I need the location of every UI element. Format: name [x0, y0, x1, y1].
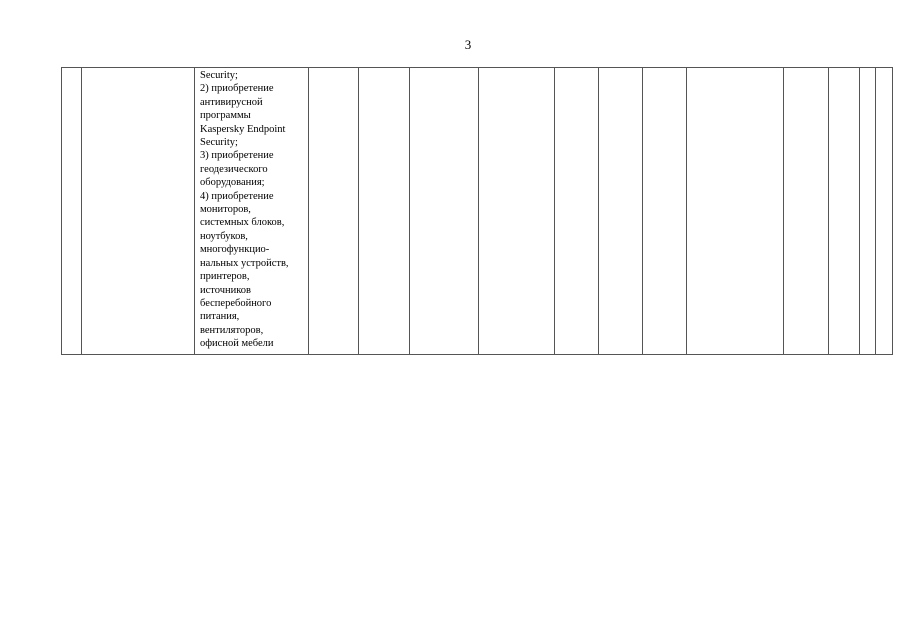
table-row — [62, 68, 893, 355]
table-cell — [876, 68, 893, 355]
page-number: 3 — [464, 37, 472, 52]
table-cell — [643, 68, 687, 355]
table-cell-index — [62, 68, 82, 355]
table-cell — [309, 68, 359, 355]
table-cell-name — [82, 68, 195, 355]
table-cell — [784, 68, 829, 355]
table-cell — [410, 68, 479, 355]
table-cell — [555, 68, 599, 355]
table-cell — [359, 68, 410, 355]
table-cell — [687, 68, 784, 355]
table-cell — [599, 68, 643, 355]
table-cell — [479, 68, 555, 355]
continuation-table — [61, 67, 893, 355]
table-cell-description: Security; 2) приобретение антивирусной программы Kaspersky Endpoint Security; 3) приобретение геодезического оборудования; 4) приобретение мониторов, системных блоков, ноутбуков, многофункцио- нальных устройств, принтеров, источников бесперебойного питания, вентиляторов, офисной мебели — [195, 68, 309, 355]
table-cell — [829, 68, 860, 355]
table-cell — [860, 68, 876, 355]
